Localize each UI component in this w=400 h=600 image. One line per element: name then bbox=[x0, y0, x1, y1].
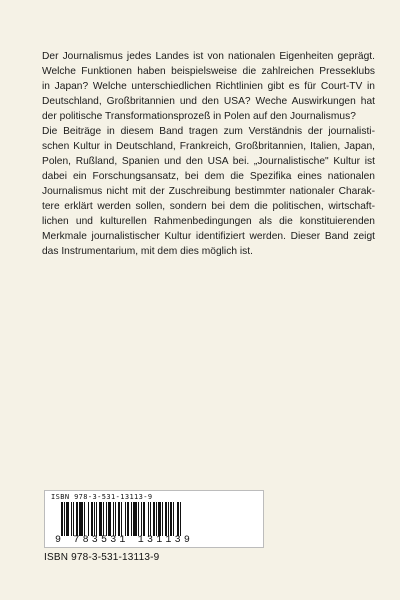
barcode-bar bbox=[88, 502, 89, 536]
blurb-paragraph bbox=[42, 49, 375, 259]
blurb-line: Der Journalismus jedes Landes ist von nationalen Eigenheiten geprägt. bbox=[42, 51, 375, 62]
barcode-bar bbox=[162, 502, 163, 536]
barcode-bar bbox=[133, 502, 137, 536]
barcode-bar bbox=[64, 502, 65, 536]
barcode-bar bbox=[158, 502, 161, 536]
blurb-line: Deutschland, Großbritannien und den USA? Weche Auswirkungen hat bbox=[42, 96, 375, 107]
barcode-bar bbox=[106, 502, 107, 536]
barcode-bar bbox=[125, 502, 126, 536]
blurb-line: Merkmale journalistischer Kultur identifiziert werden. Dieser Band zeigt bbox=[42, 231, 375, 242]
barcode-bar bbox=[148, 502, 149, 536]
barcode-bar bbox=[165, 502, 167, 536]
blurb-line: Welche Funktionen haben beispielsweise die zahlreichen Presseklubs bbox=[42, 66, 375, 77]
barcode-bar bbox=[141, 502, 142, 536]
barcode-bar bbox=[66, 502, 69, 536]
blurb-line: tere erklärt werden sollen, sondern bei dem die politischen, wirtschaft- bbox=[42, 201, 375, 212]
barcode-bar bbox=[113, 502, 114, 536]
barcode-bar bbox=[168, 502, 169, 536]
barcode-digits: 9 783531 131139 bbox=[55, 535, 194, 546]
barcode-bar bbox=[170, 502, 172, 536]
barcode-bar bbox=[121, 502, 122, 536]
blurb-line: der politische Transformationsprozeß in Polen auf den Journalismus? bbox=[42, 111, 356, 122]
barcode-bar bbox=[156, 502, 157, 536]
barcode-bar bbox=[108, 502, 111, 536]
blurb-line: in Japan? Welche unterschiedlichen Richtlinien gibt es für Court-TV in bbox=[42, 81, 375, 92]
barcode-bar bbox=[118, 502, 120, 536]
barcode-bar bbox=[180, 502, 181, 536]
barcode-bar bbox=[76, 502, 78, 536]
barcode-label bbox=[44, 490, 264, 548]
barcode-bar bbox=[153, 502, 155, 536]
barcode-bar bbox=[94, 502, 95, 536]
blurb-line: Polen, Rußland, Spanien und den USA bei. „Journalistische" Kultur ist bbox=[42, 156, 375, 167]
barcode-bar bbox=[131, 502, 132, 536]
barcode-bar bbox=[84, 502, 85, 536]
back-cover-blurb bbox=[42, 49, 375, 259]
barcode-bar bbox=[127, 502, 129, 536]
barcode-bar bbox=[138, 502, 139, 536]
barcode-bar bbox=[150, 502, 151, 536]
barcode-bar bbox=[73, 502, 74, 536]
blurb-line: Journalismus nicht mit der Zuschreibung bestimmter nationaler Charak- bbox=[42, 186, 375, 197]
barcode-bar bbox=[115, 502, 116, 536]
blurb-line: lichen und kulturellen Rahmenbedingungen als die konstituierenden bbox=[42, 216, 375, 227]
barcode-bar bbox=[79, 502, 83, 536]
isbn-text: ISBN 978-3-531-13113-9 bbox=[44, 552, 160, 563]
barcode-isbn-top: ISBN 978-3-531-13113-9 bbox=[51, 493, 153, 501]
barcode-bar bbox=[177, 502, 179, 536]
blurb-line: Die Beiträge in diesem Band tragen zum Verständnis der journalisti- bbox=[42, 126, 375, 137]
isbn-barcode-area bbox=[44, 490, 274, 580]
barcode-bar bbox=[173, 502, 174, 536]
barcode-bar bbox=[61, 502, 63, 536]
blurb-line: das Instrumentarium, mit dem dies möglich ist. bbox=[42, 246, 253, 257]
blurb-line: dabei ein Forschungsansatz, bei dem die Spezifika eines nationalen bbox=[42, 171, 375, 182]
barcode-bar bbox=[99, 502, 102, 536]
barcode-bar bbox=[143, 502, 145, 536]
barcode-bar bbox=[91, 502, 93, 536]
barcode-bar bbox=[96, 502, 97, 536]
barcode-bar bbox=[71, 502, 72, 536]
blurb-line: schen Kultur in Deutschland, Frankreich, Großbritannien, Italien, Japan, bbox=[42, 141, 375, 152]
barcode-bars-icon bbox=[61, 502, 257, 536]
barcode-bar bbox=[103, 502, 104, 536]
